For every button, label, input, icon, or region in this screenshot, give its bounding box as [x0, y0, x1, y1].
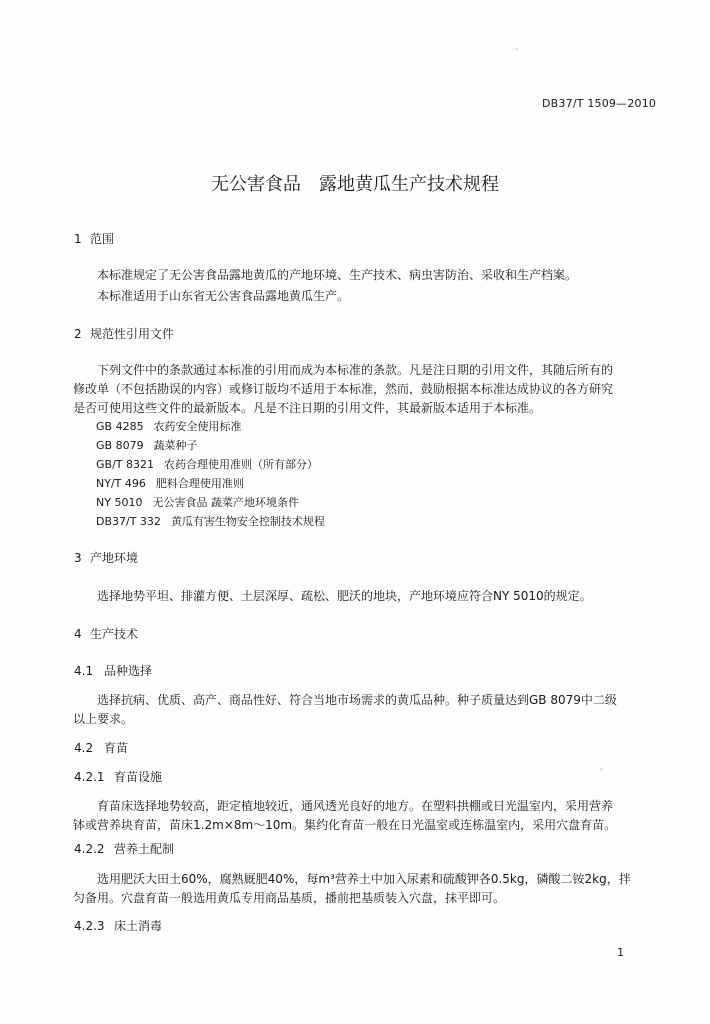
section-title: 生产技术	[90, 627, 139, 641]
title-part-1: 无公害食品	[211, 174, 301, 195]
reference-code: NY/T 496	[96, 477, 146, 490]
section-4-1-heading	[74, 662, 152, 679]
paragraph-line: 以上要求。	[73, 712, 134, 726]
scan-mark	[515, 48, 518, 51]
reference-name: 农药安全使用标准	[153, 420, 242, 433]
reference-item	[96, 418, 242, 434]
paragraph-line: 钵或营养块育苗，苗床1.2m×8m～10m。集约化育苗一般在日光温室或连栋温室内，采用穴盘育苗。	[73, 818, 617, 832]
title-part-2: 露地黄瓜生产技术规程	[319, 174, 499, 195]
reference-name: 农药合理使用准则（所有部分）	[164, 458, 318, 471]
paragraph-line: 选择抗病、优质、高产、商品性好、符合当地市场需求的黄瓜品种。种子质量达到GB 8079中二级	[97, 693, 617, 707]
paragraph: 选择地势平坦、排灌方便、土层深厚、疏松、肥沃的地块，产地环境应符合NY 5010的规定。	[97, 589, 592, 603]
section-number: 4.2.1	[74, 770, 105, 784]
section-number: 2	[74, 327, 82, 341]
paragraph-line: 选用肥沃大田土60%，腐熟厩肥40%，每m³营养土中加入尿素和硫酸钾各0.5kg，磷酸二铵2kg，拌	[97, 872, 631, 886]
section-number: 4.2.3	[74, 919, 105, 933]
reference-name: 无公害食品 蔬菜产地环境条件	[152, 496, 299, 509]
section-number: 1	[74, 232, 82, 246]
paragraph: 本标准适用于山东省无公害食品露地黄瓜生产。	[97, 289, 350, 303]
reference-code: GB/T 8321	[96, 458, 154, 471]
page-number: 1	[617, 946, 624, 959]
paragraph-line: 育苗床选择地势较高，距定植地较近，通风透光良好的地方。在塑料拱棚或日光温室内，采用营养	[97, 799, 614, 813]
section-number: 4.1	[74, 664, 94, 678]
paragraph-line: 下列文件中的条款通过本标准的引用而成为本标准的条款。凡是注日期的引用文件，其随后所有的	[97, 363, 614, 377]
section-4-heading	[74, 625, 138, 642]
document-title	[0, 170, 710, 196]
reference-name: 黄瓜有害生物安全控制技术规程	[170, 515, 325, 528]
paragraph-line: 匀备用。穴盘育苗一般选用黄瓜专用商品基质，播前把基质装入穴盘，抹平即可。	[73, 891, 506, 905]
section-title: 育苗设施	[114, 770, 163, 784]
section-4-2-1-heading	[74, 768, 162, 785]
reference-item	[96, 494, 299, 510]
section-number: 4	[74, 627, 82, 641]
section-number: 4.2.2	[74, 842, 105, 856]
section-4-2-2-heading	[74, 840, 174, 857]
reference-name: 蔬菜种子	[153, 439, 198, 452]
reference-item	[96, 437, 198, 453]
reference-item	[96, 456, 318, 472]
section-number: 3	[74, 551, 82, 565]
section-1-heading	[74, 230, 114, 247]
reference-code: GB 8079	[96, 439, 144, 452]
section-2-heading	[74, 325, 174, 342]
section-title: 育苗	[104, 741, 129, 755]
reference-code: GB 4285	[96, 420, 144, 433]
reference-name: 肥料合理使用准则	[155, 477, 244, 490]
section-title: 规范性引用文件	[90, 327, 175, 341]
reference-item	[96, 475, 244, 491]
reference-item	[96, 513, 325, 529]
paragraph: 本标准规定了无公害食品露地黄瓜的产地环境、生产技术、病虫害防治、采收和生产档案。	[97, 268, 578, 282]
section-4-2-3-heading	[74, 917, 162, 934]
section-title: 营养土配制	[114, 842, 175, 856]
section-title: 范围	[90, 232, 115, 246]
section-4-2-heading	[74, 739, 128, 756]
section-title: 产地环境	[90, 551, 139, 565]
section-number: 4.2	[74, 741, 94, 755]
reference-code: DB37/T 332	[96, 515, 161, 528]
section-title: 床土消毒	[114, 919, 163, 933]
section-3-heading	[74, 549, 138, 566]
paragraph-line: 修改单（不包括勘误的内容）或修订版均不适用于本标准，然而，鼓励根据本标准达成协议的各方研究	[73, 382, 614, 396]
paragraph-line: 是否可使用这些文件的最新版本。凡是不注日期的引用文件，其最新版本适用于本标准。	[73, 401, 542, 415]
section-title: 品种选择	[104, 664, 153, 678]
scan-mark	[600, 768, 603, 771]
standard-number: DB37/T 1509—2010	[542, 97, 657, 110]
reference-code: NY 5010	[96, 496, 143, 509]
